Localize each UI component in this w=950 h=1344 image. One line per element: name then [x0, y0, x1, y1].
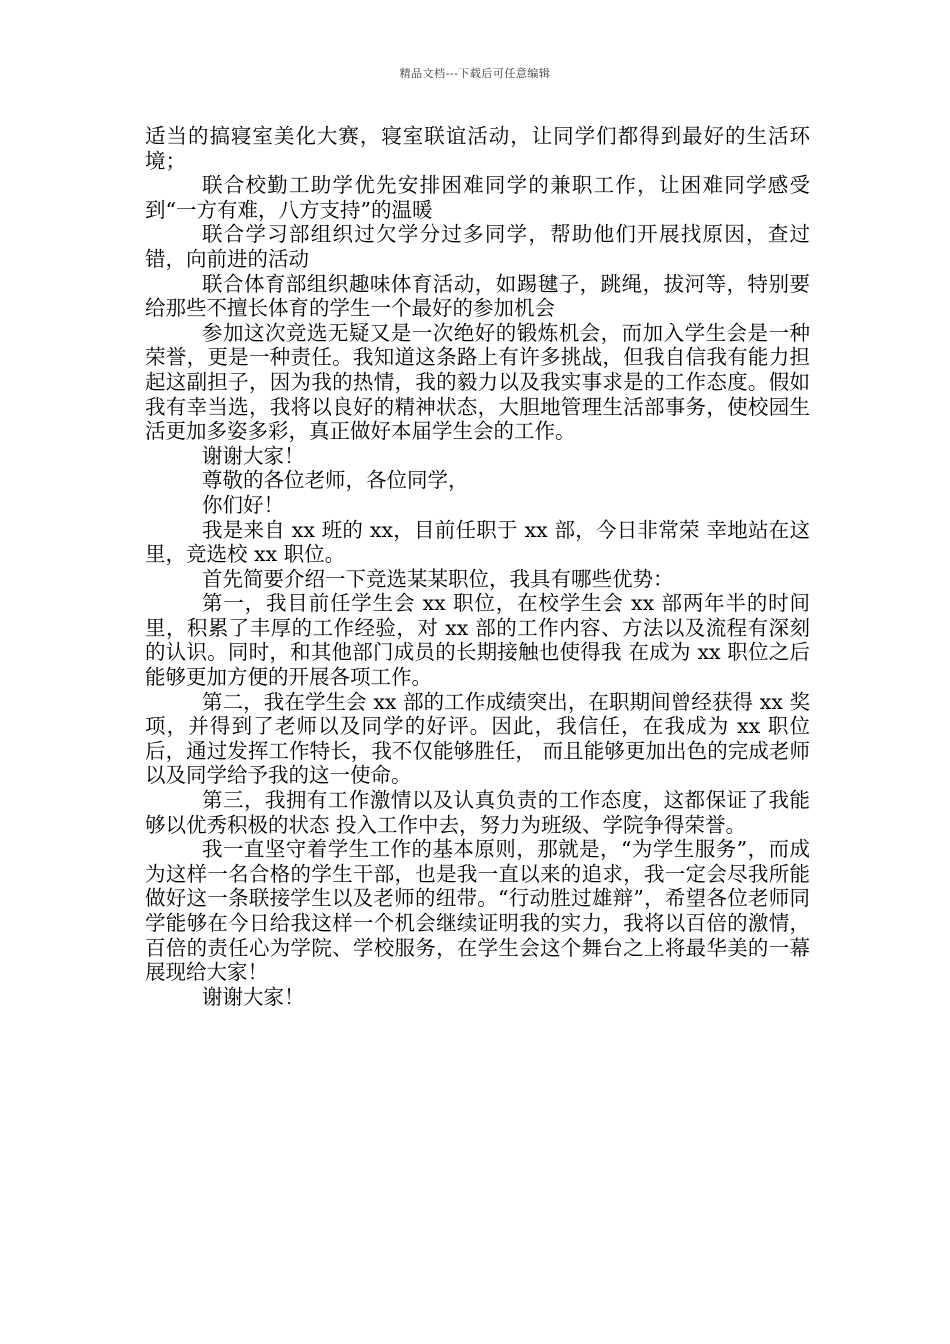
paragraph: 第三，我拥有工作激情以及认真负责的工作态度，这都保证了我能够以优秀积极的状态 投入工作中去，努力为班级、学院争得荣誉。	[145, 788, 810, 837]
paragraph: 第一，我目前任学生会 xx 职位，在校学生会 xx 部两年半的时间里，积累了丰厚的工作经验，对 xx 部的工作内容、方法以及流程有深刻的认识。同时，和其他部门成员的长期接触也使得我 在成为 xx 职位之后能够更加方便的开展各项工作。	[145, 591, 810, 690]
paragraph: 谢谢大家！	[202, 443, 305, 468]
paragraph: 尊敬的各位老师，各位同学，	[202, 468, 469, 493]
document-body	[145, 124, 810, 1009]
paragraph: 适当的搞寝室美化大赛，寝室联谊活动，让同学们都得到最好的生活环境；	[145, 124, 810, 173]
paragraph: 第二，我在学生会 xx 部的工作成绩突出，在职期间曾经获得 xx 奖项，并得到了老师以及同学的好评。因此，我信任，在我成为 xx 职位后，通过发挥工作特长，我不仅能够胜任， 而且能够更加出色的完成老师以及同学给予我的这一使命。	[145, 689, 810, 788]
page-header: 精品文档---下载后可任意编辑	[399, 67, 551, 80]
paragraph: 联合学习部组织过欠学分过多同学，帮助他们开展找原因，查过错，向前进的活动	[145, 222, 810, 271]
paragraph: 我是来自 xx 班的 xx，目前任职于 xx 部，今日非常荣 幸地站在这里，竞选校 xx 职位。	[145, 517, 810, 567]
paragraph: 我一直坚守着学生工作的基本原则，那就是，“为学生服务”，而成为这样一名合格的学生干部，也是我一直以来的追求，我一定会尽我所能做好这一条联接学生以及老师的纽带。“行动胜过雄辩”，希望各位老师同学能够在今日给我这样一个机会继续证明我的实力，我将以百倍的激情，百倍的责任心为学院、学校服务，在学生会这个舞台之上将最华美的一幕展现给大家！	[145, 837, 810, 985]
paragraph: 联合体育部组织趣味体育活动，如踢毽子，跳绳，拔河等，特别要给那些不擅长体育的学生一个最好的参加机会	[145, 271, 810, 321]
paragraph: 参加这次竞选无疑又是一次绝好的锻炼机会，而加入学生会是一种荣誉，更是一种责任。我知道这条路上有许多挑战，但我自信我有能力担起这副担子，因为我的热情，我的毅力以及我实事求是的工作态度。假如我有幸当选，我将以良好的精神状态，大胆地管理生活部事务，使校园生活更加多姿多彩，真正做好本届学生会的工作。	[145, 320, 810, 444]
paragraph: 谢谢大家！	[202, 984, 305, 1009]
paragraph: 你们好！	[202, 492, 284, 517]
paragraph: 首先简要介绍一下竞选某某职位，我具有哪些优势：	[202, 566, 674, 591]
paragraph: 联合校勤工助学优先安排困难同学的兼职工作，让困难同学感受到“一方有难，八方支持”的温暖	[145, 173, 810, 222]
